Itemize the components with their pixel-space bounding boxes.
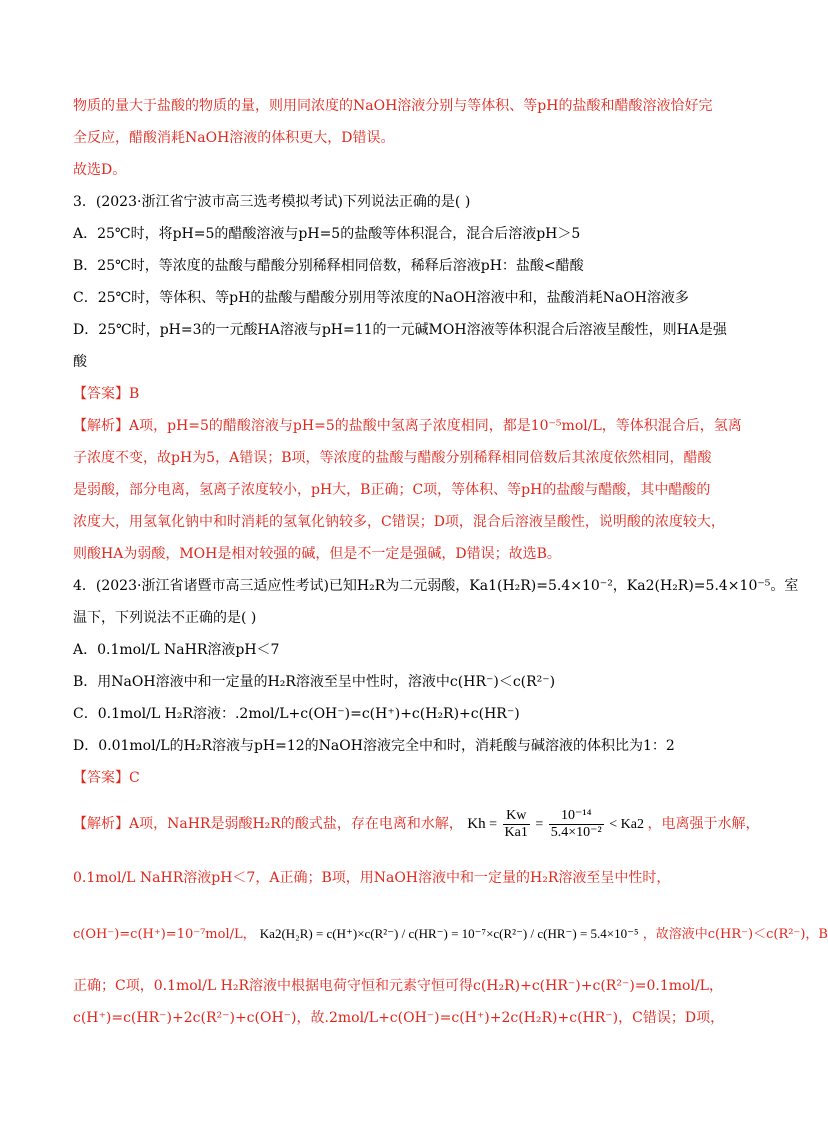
q3-explanation-line-2: 子浓度不变，故pH为5，A错误；B项，等浓度的盐酸与醋酸分别稀释相同倍数后其浓度依然相同，醋酸: [73, 450, 712, 466]
q4-explanation-line-4: 正确；C项，0.1mol/L H₂R溶液中根据电荷守恒和元素守恒可得c(H₂R)+c(HR⁻)+c(R²⁻)=0.1mol/L，: [73, 978, 723, 994]
q3-option-d-line-1: D．25℃时，pH=3的一元酸HA溶液与pH=11的一元碱MOH溶液等体积混合后溶液呈酸性，则HA是强: [73, 322, 727, 338]
q3-option-d-line-2: 酸: [73, 354, 87, 370]
kh-formula: Kh = $\frac{Kw}{Ka1}$ = $\frac{\text{10⁻¹⁴}}{\text{5.4×10⁻²}}$ < Ka2: [467, 808, 644, 841]
kw-over-ka1-fraction: [503, 808, 530, 841]
kh-symbol: Kh: [467, 816, 486, 832]
q3-answer: 【答案】B: [73, 386, 140, 402]
ka2-equation: Ka2(H₂R) = c(H⁺)×c(R²⁻) / c(HR⁻) = 10⁻⁷×c(R²⁻) / c(HR⁻) = 5.4×10⁻⁵: [259, 926, 639, 941]
q4-stem-line-2: 温下，下列说法不正确的是( ): [73, 610, 257, 626]
q4-explanation-line-3: [73, 920, 828, 949]
q3-explanation-line-4: 浓度大，用氢氧化钠中和时消耗的氢氧化钠较多，C错误；D项，混合后溶液呈酸性，说明酸的浓度较大，: [73, 514, 725, 530]
q3-explanation-line-1: 【解析】A项，pH=5的醋酸溶液与pH=5的盐酸中氢离子浓度相同，都是10⁻⁵mol/L，等体积混合后，氢离: [73, 418, 742, 434]
q3-stem: 3．(2023·浙江省宁波市高三选考模拟考试)下列说法正确的是( ): [73, 194, 471, 210]
prev-conclusion: 故选D。: [73, 162, 127, 178]
q3-option-c: C．25℃时，等体积、等pH的盐酸与醋酸分别用等浓度的NaOH溶液中和，盐酸消耗NaOH溶液多: [73, 290, 689, 306]
q3-option-b: B．25℃时，等浓度的盐酸与醋酸分别稀释相同倍数，稀释后溶液pH：盐酸<醋酸: [73, 258, 584, 274]
value-denominator: 5.4×10⁻²: [550, 825, 602, 841]
q4-explanation-text-1b: ，电离强于水解，: [647, 816, 760, 832]
q4-option-a: A．0.1mol/L NaHR溶液pH＜7: [73, 642, 280, 658]
ka2-compare: < Ka2: [609, 817, 644, 832]
prev-explanation-line-1: 物质的量大于盐酸的物质的量，则用同浓度的NaOH溶液分别与等体积、等pH的盐酸和醋酸溶液恰好完: [73, 98, 713, 114]
q4-explanation-line-1: [73, 808, 759, 841]
q4-stem-line-1: 4．(2023·浙江省诸暨市高三适应性考试)已知H₂R为二元弱酸，Ka1(H₂R)=5.4×10⁻²，Ka2(H₂R)=5.4×10⁻⁵。室: [73, 578, 799, 594]
q4-explanation-text-1a: 【解析】A项，NaHR是弱酸H₂R的酸式盐，存在电离和水解，: [73, 816, 463, 832]
prev-explanation-line-2: 全反应，醋酸消耗NaOH溶液的体积更大，D错误。: [73, 130, 395, 146]
q3-explanation-line-3: 是弱酸，部分电离，氢离子浓度较小，pH大，B正确；C项，等体积、等pH的盐酸与醋酸，其中醋酸的: [73, 482, 711, 498]
value-numerator: 10⁻¹⁴: [549, 808, 604, 825]
q3-option-a: A．25℃时，将pH=5的醋酸溶液与pH=5的盐酸等体积混合，混合后溶液pH＞5: [73, 226, 581, 242]
q4-explanation-text-3b: ，故溶液中c(HR⁻)＜c(R²⁻)，B: [642, 927, 828, 942]
q4-option-d: D．0.01mol/L的H₂R溶液与pH=12的NaOH溶液完全中和时，消耗酸与碱溶液的体积比为1：2: [73, 738, 675, 754]
kw-numerator: Kw: [503, 808, 530, 825]
q3-explanation-line-5: 则酸HA为弱酸，MOH是相对较强的碱，但是不一定是强碱，D错误；故选B。: [73, 546, 561, 562]
q4-answer: 【答案】C: [73, 770, 140, 786]
q4-option-c: C．0.1mol/L H₂R溶液：.2mol/L+c(OH⁻)=c(H⁺)+c(H₂R)+c(HR⁻): [73, 706, 520, 722]
value-fraction: [549, 808, 604, 841]
q4-explanation-line-2: 0.1mol/L NaHR溶液pH＜7，A正确；B项，用NaOH溶液中和一定量的H₂R溶液至呈中性时，: [73, 870, 671, 886]
q4-explanation-text-3a: c(OH⁻)=c(H⁺)=10⁻⁷mol/L，: [73, 927, 256, 942]
q4-explanation-line-5: c(H⁺)=c(HR⁻)+2c(R²⁻)+c(OH⁻)，故.2mol/L+c(OH⁻)=c(H⁺)+2c(H₂R)+c(HR⁻)，C错误；D项，: [73, 1010, 725, 1026]
q4-option-b: B．用NaOH溶液中和一定量的H₂R溶液至呈中性时，溶液中c(HR⁻)＜c(R²⁻): [73, 674, 556, 690]
ka1-denominator: Ka1: [504, 825, 528, 841]
